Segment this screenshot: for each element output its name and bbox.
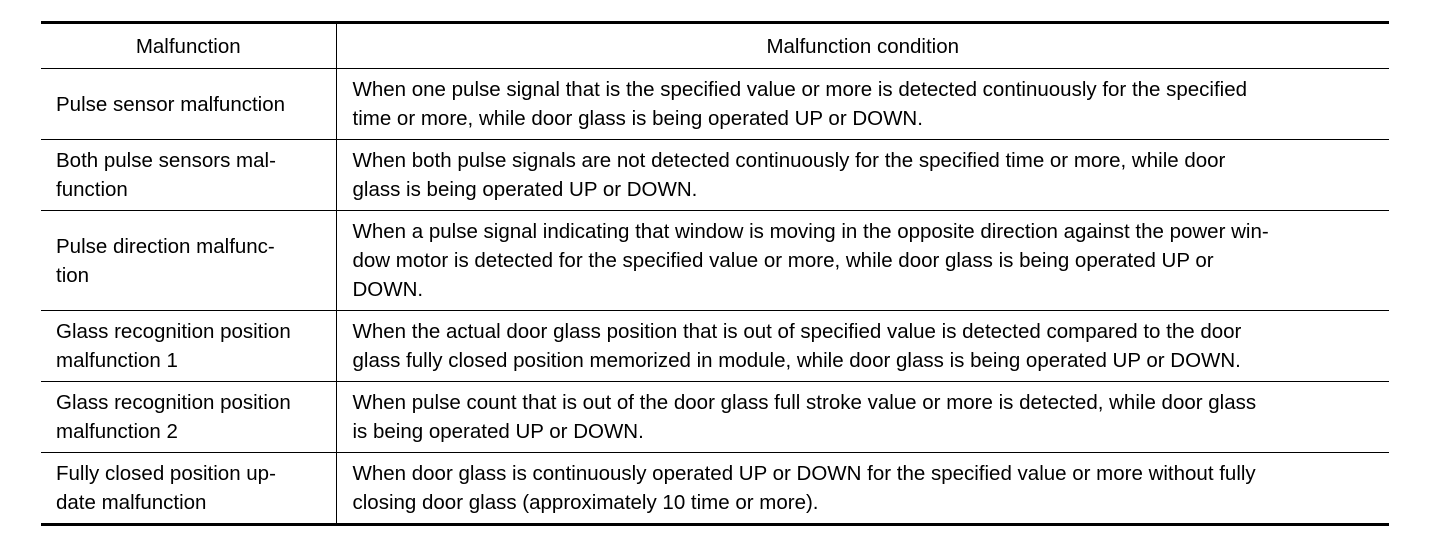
condition-cell xyxy=(336,453,1389,525)
condition-cell xyxy=(336,211,1389,311)
malfunction-cell xyxy=(41,311,336,382)
malfunction-cell xyxy=(41,140,336,211)
cell-text: tion xyxy=(56,263,90,287)
table-header xyxy=(41,23,1389,69)
cell-text: date malfunction xyxy=(56,491,207,514)
cell-text: Pulse sensor malfunction xyxy=(56,92,286,116)
table-row xyxy=(41,211,1389,311)
header-row xyxy=(41,23,1389,69)
cell-text: malfunction 2 xyxy=(56,420,178,443)
condition-cell xyxy=(336,140,1389,211)
malfunction-cell xyxy=(41,69,336,140)
cell-text: glass fully closed position memorized in module, while door glass is being operated UP or DOWN. xyxy=(352,349,1241,372)
table-row xyxy=(41,311,1389,382)
header-malfunction-condition: Malfunction condition xyxy=(336,23,1389,69)
cell-text: malfunction 1 xyxy=(56,349,178,372)
cell-text: dow motor is detected for the specified value or more, while door glass is being operated UP or xyxy=(352,249,1214,272)
cell-text: DOWN. xyxy=(352,278,424,301)
cell-text: When a pulse signal indicating that window is moving in the opposite direction against the power win- xyxy=(352,220,1269,243)
condition-cell xyxy=(336,69,1389,140)
cell-text: glass is being operated UP or DOWN. xyxy=(352,178,698,201)
cell-text: When one pulse signal that is the specified value or more is detected continuously for the specified xyxy=(352,78,1248,101)
table-body xyxy=(41,69,1389,525)
table-row xyxy=(41,69,1389,140)
cell-text: Pulse direction malfunc- xyxy=(56,234,275,258)
table-row xyxy=(41,140,1389,211)
cell-text: function xyxy=(56,178,128,201)
malfunction-cell xyxy=(41,211,336,311)
condition-cell xyxy=(336,382,1389,453)
cell-text: When the actual door glass position that is out of specified value is detected compared to the door xyxy=(352,320,1242,343)
cell-text: is being operated UP or DOWN. xyxy=(352,420,644,443)
table-row xyxy=(41,453,1389,525)
header-malfunction: Malfunction xyxy=(41,23,336,69)
cell-text: Glass recognition position xyxy=(56,320,291,343)
cell-text: Glass recognition position xyxy=(56,391,291,414)
cell-text: Both pulse sensors mal- xyxy=(56,149,276,172)
malfunction-cell xyxy=(41,453,336,525)
condition-cell xyxy=(336,311,1389,382)
cell-text: When door glass is continuously operated UP or DOWN for the specified value or more without fully xyxy=(352,462,1256,485)
malfunction-cell xyxy=(41,382,336,453)
malfunction-table xyxy=(41,21,1389,526)
cell-text: When both pulse signals are not detected continuously for the specified time or more, while door xyxy=(352,149,1226,172)
cell-text: When pulse count that is out of the door glass full stroke value or more is detected, while door glass xyxy=(352,391,1257,414)
table-row xyxy=(41,382,1389,453)
cell-text: time or more, while door glass is being operated UP or DOWN. xyxy=(352,107,923,130)
cell-text: Fully closed position up- xyxy=(56,462,276,485)
cell-text: closing door glass (approximately 10 time or more). xyxy=(352,491,819,514)
